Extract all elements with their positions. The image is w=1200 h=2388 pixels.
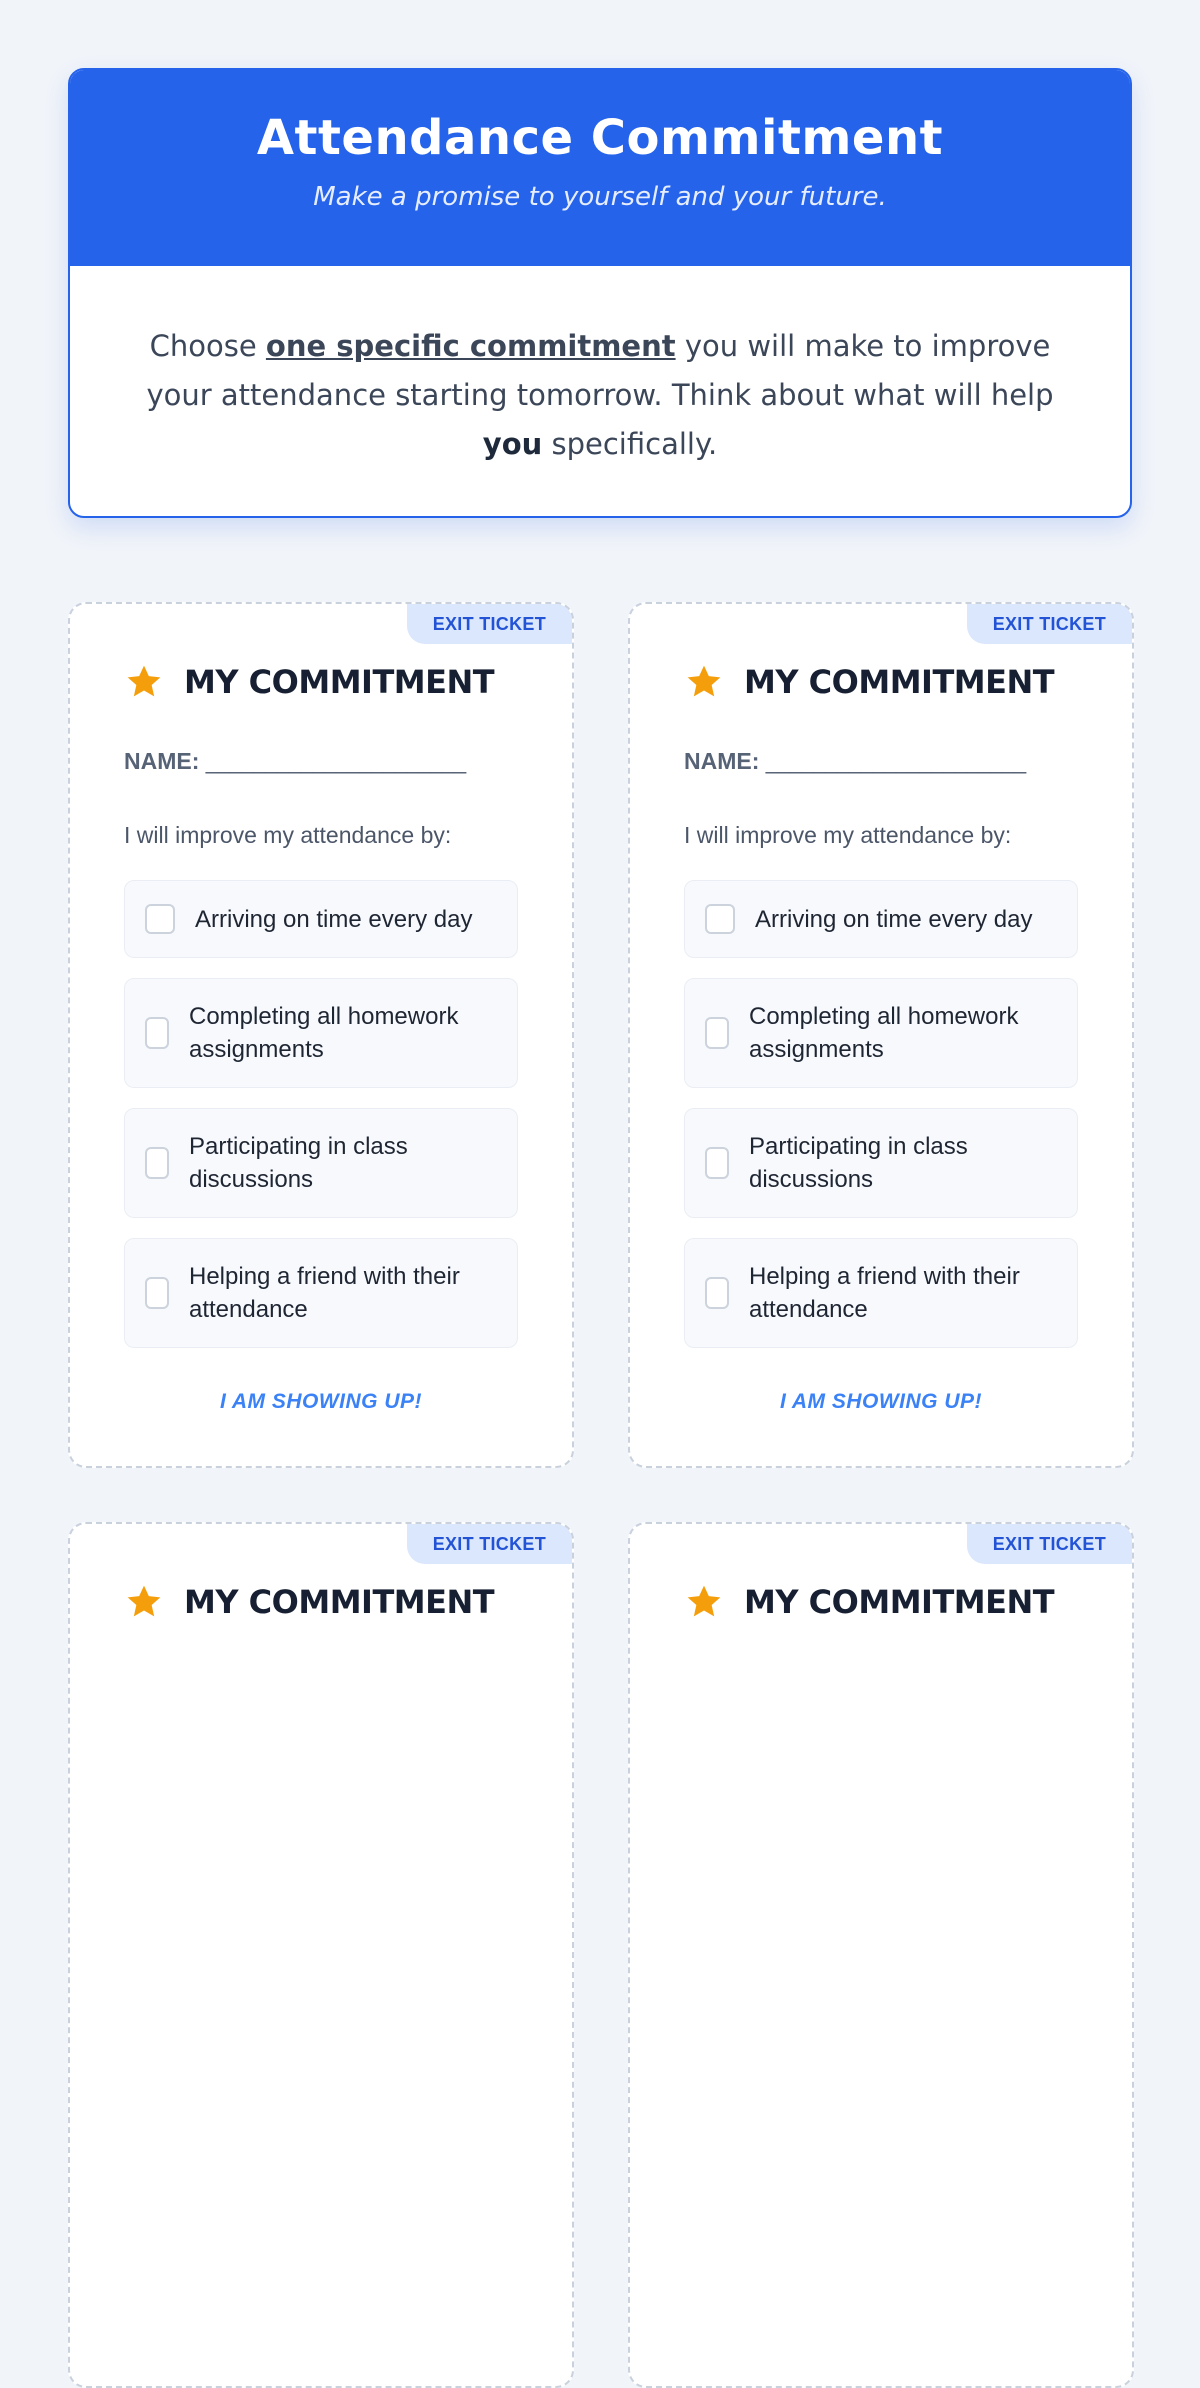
option-help-friend[interactable] — [684, 1238, 1078, 1348]
ticket-title: MY COMMITMENT — [184, 663, 495, 701]
name-label: NAME: — [124, 748, 200, 774]
instructions-text — [70, 266, 1130, 469]
option-participate-discussions[interactable] — [684, 1108, 1078, 1218]
ticket-heading — [684, 662, 1054, 702]
checkbox[interactable] — [145, 1017, 169, 1049]
option-arrive-on-time[interactable] — [124, 880, 518, 958]
star-icon — [684, 662, 724, 702]
checkbox[interactable] — [705, 904, 735, 934]
instructions-part-2: you will make to improve your attendance starting tomorrow. Think about what will help — [146, 329, 1054, 412]
name-field[interactable] — [684, 748, 1025, 775]
exit-ticket-card — [628, 602, 1134, 1468]
option-label: Participating in class discussions — [189, 1133, 408, 1193]
option-label: Completing all homework assignments — [189, 1003, 459, 1063]
star-icon — [684, 1582, 724, 1622]
option-label: Completing all homework assignments — [749, 1003, 1019, 1063]
option-label: Arriving on time every day — [755, 905, 1033, 933]
star-icon — [124, 1582, 164, 1622]
ticket-heading — [124, 662, 494, 702]
ticket-footer-slogan: I AM SHOWING UP! — [779, 1390, 983, 1413]
option-label: Helping a friend with their attendance — [749, 1263, 1020, 1323]
instructions-bold-word: you — [482, 427, 543, 461]
exit-ticket-badge: EXIT TICKET — [967, 1524, 1132, 1564]
ticket-title: MY COMMITMENT — [744, 1583, 1055, 1621]
option-complete-homework[interactable] — [684, 978, 1078, 1088]
commitment-options — [684, 880, 1078, 1368]
commitment-options — [124, 880, 518, 1368]
commitment-prompt: I will improve my attendance by: — [124, 822, 452, 848]
header-band — [70, 70, 1130, 266]
exit-ticket-card — [68, 1522, 574, 2388]
checkbox[interactable] — [145, 904, 175, 934]
checkbox[interactable] — [705, 1017, 729, 1049]
star-icon — [124, 662, 164, 702]
exit-ticket-badge: EXIT TICKET — [407, 1524, 572, 1564]
page-title: Attendance Commitment — [256, 110, 944, 166]
exit-ticket-badge: EXIT TICKET — [967, 604, 1132, 644]
name-label: NAME: — [684, 748, 760, 774]
ticket-heading — [124, 1582, 494, 1622]
instructions-part-1: Choose — [149, 329, 266, 363]
option-label: Arriving on time every day — [195, 905, 473, 933]
checkbox[interactable] — [705, 1147, 729, 1179]
option-arrive-on-time[interactable] — [684, 880, 1078, 958]
option-label: Helping a friend with their attendance — [189, 1263, 460, 1323]
ticket-heading — [684, 1582, 1054, 1622]
exit-ticket-card — [68, 602, 574, 1468]
exit-ticket-badge: EXIT TICKET — [407, 604, 572, 644]
ticket-title: MY COMMITMENT — [744, 663, 1055, 701]
option-label: Participating in class discussions — [749, 1133, 968, 1193]
header-card — [68, 68, 1132, 518]
instructions-part-3: specifically. — [542, 427, 718, 461]
name-field[interactable] — [124, 748, 465, 775]
name-blank-line: ______________________ — [205, 748, 466, 774]
option-complete-homework[interactable] — [124, 978, 518, 1088]
page-subtitle: Make a promise to yourself and your future. — [313, 182, 887, 212]
option-help-friend[interactable] — [124, 1238, 518, 1348]
checkbox[interactable] — [705, 1277, 729, 1309]
checkbox[interactable] — [145, 1147, 169, 1179]
ticket-footer-slogan: I AM SHOWING UP! — [219, 1390, 423, 1413]
exit-ticket-card — [628, 1522, 1134, 2388]
instructions-emphasis: one specific commitment — [265, 329, 676, 363]
commitment-prompt: I will improve my attendance by: — [684, 822, 1012, 848]
name-blank-line: ______________________ — [765, 748, 1026, 774]
option-participate-discussions[interactable] — [124, 1108, 518, 1218]
ticket-title: MY COMMITMENT — [184, 1583, 495, 1621]
checkbox[interactable] — [145, 1277, 169, 1309]
